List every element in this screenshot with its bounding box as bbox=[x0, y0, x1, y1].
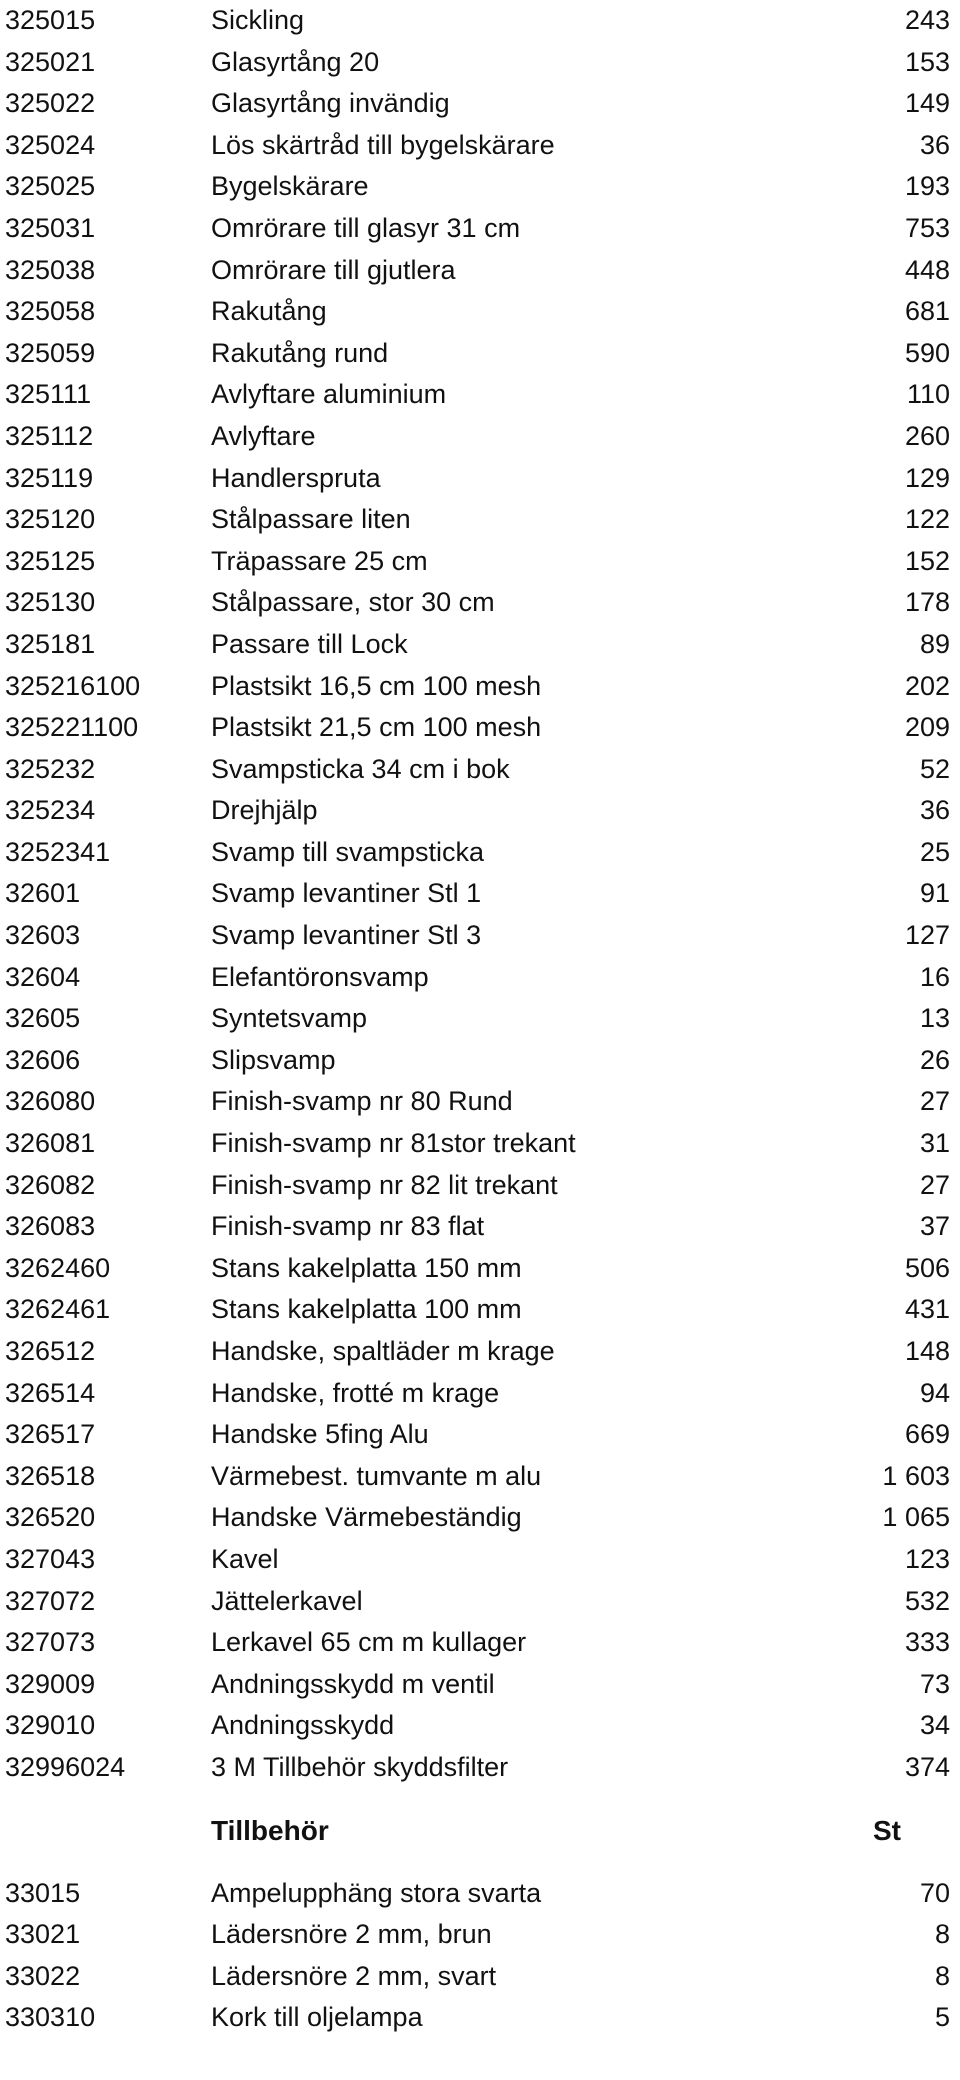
item-quantity: 52 bbox=[919, 753, 950, 784]
item-description: Sickling bbox=[211, 5, 305, 35]
item-description: Bygelskärare bbox=[211, 171, 369, 202]
item-quantity: 26 bbox=[919, 1044, 950, 1075]
table-row bbox=[0, 582, 960, 624]
item-quantity: 25 bbox=[919, 836, 950, 867]
item-quantity: 27 bbox=[919, 1086, 950, 1117]
table-row bbox=[0, 832, 960, 874]
item-quantity: 431 bbox=[904, 1294, 950, 1325]
item-description: Glasyrtång 20 bbox=[211, 46, 380, 77]
item-code: 325119 bbox=[5, 462, 94, 493]
item-code: 327073 bbox=[5, 1627, 96, 1658]
item-code: 32996024 bbox=[5, 1751, 126, 1782]
item-description: Handske 5fing Alu bbox=[211, 1419, 429, 1450]
table-row bbox=[0, 1289, 960, 1331]
item-code: 326080 bbox=[5, 1086, 96, 1117]
item-quantity: 94 bbox=[919, 1377, 950, 1408]
table-row bbox=[0, 1747, 960, 1789]
item-quantity: 1 603 bbox=[882, 1460, 950, 1491]
item-quantity: 13 bbox=[919, 1003, 950, 1034]
item-code: 325234 bbox=[5, 795, 96, 826]
item-quantity: 374 bbox=[904, 1751, 950, 1782]
table-row bbox=[0, 1165, 960, 1207]
table-row bbox=[0, 1873, 960, 1915]
item-description: Svamp levantiner Stl 3 bbox=[211, 920, 482, 951]
item-code: 326520 bbox=[5, 1502, 96, 1533]
item-code: 325059 bbox=[5, 337, 96, 368]
item-quantity: 37 bbox=[919, 1211, 950, 1242]
item-quantity: 36 bbox=[919, 795, 950, 826]
table-row bbox=[0, 707, 960, 749]
table-row bbox=[0, 749, 960, 791]
item-code: 327072 bbox=[5, 1585, 96, 1616]
item-code: 33022 bbox=[5, 1960, 81, 1991]
item-description: Finish-svamp nr 83 flat bbox=[211, 1211, 485, 1242]
item-quantity: 209 bbox=[904, 712, 950, 743]
table-row bbox=[0, 1956, 960, 1998]
item-description: Andningsskydd bbox=[211, 1710, 395, 1741]
table-row bbox=[0, 1664, 960, 1706]
item-description: Passare till Lock bbox=[211, 628, 408, 659]
item-code: 326517 bbox=[5, 1419, 96, 1450]
table-row bbox=[0, 1248, 960, 1290]
item-quantity: 70 bbox=[919, 1877, 950, 1908]
item-quantity: 5 bbox=[934, 2002, 950, 2033]
item-code: 329009 bbox=[5, 1668, 96, 1699]
item-description: Svampsticka 34 cm i bok bbox=[211, 753, 510, 784]
table-row bbox=[0, 42, 960, 84]
item-quantity: 202 bbox=[904, 670, 950, 701]
item-code: 3252341 bbox=[5, 836, 111, 867]
item-quantity: 669 bbox=[904, 1419, 950, 1450]
item-code: 326081 bbox=[5, 1128, 96, 1159]
item-description: Slipsvamp bbox=[211, 1044, 336, 1075]
item-description: Ampelupphäng stora svarta bbox=[211, 1877, 542, 1908]
item-code: 326512 bbox=[5, 1336, 96, 1366]
item-quantity: 36 bbox=[919, 129, 950, 160]
item-description: Handske Värmebeständig bbox=[211, 1502, 522, 1533]
item-code: 33015 bbox=[5, 1877, 81, 1908]
item-description: Stans kakelplatta 150 mm bbox=[211, 1252, 522, 1283]
item-description: Avlyftare bbox=[211, 420, 316, 451]
item-quantity: 506 bbox=[904, 1252, 950, 1283]
table-row bbox=[0, 1581, 960, 1623]
item-description: Stålpassare liten bbox=[211, 504, 411, 535]
table-row bbox=[0, 1040, 960, 1082]
item-description: Stålpassare, stor 30 cm bbox=[211, 587, 495, 618]
item-code: 3262460 bbox=[5, 1252, 111, 1283]
item-description: Omrörare till gjutlera bbox=[211, 254, 456, 285]
table-row bbox=[0, 458, 960, 500]
item-code: 330310 bbox=[5, 2002, 96, 2033]
item-code: 327043 bbox=[5, 1543, 96, 1574]
item-description: Lädersnöre 2 mm, svart bbox=[211, 1960, 497, 1991]
item-description: Drejhjälp bbox=[211, 795, 318, 826]
item-quantity: 590 bbox=[904, 337, 950, 368]
table-row bbox=[0, 416, 960, 458]
item-code: 325015 bbox=[5, 5, 96, 35]
table-row bbox=[0, 1456, 960, 1498]
table-row bbox=[0, 1622, 960, 1664]
item-description: Omrörare till glasyr 31 cm bbox=[211, 212, 521, 243]
item-code: 325232 bbox=[5, 753, 96, 784]
item-code: 325181 bbox=[5, 628, 96, 659]
item-quantity: 149 bbox=[904, 88, 950, 119]
section-title: Tillbehör bbox=[211, 1814, 329, 1846]
item-quantity: 681 bbox=[904, 296, 950, 327]
item-code: 325038 bbox=[5, 254, 96, 285]
table-row bbox=[0, 873, 960, 915]
table-row bbox=[0, 499, 960, 541]
table-row bbox=[0, 125, 960, 167]
table-row bbox=[0, 1497, 960, 1539]
section-unit: St bbox=[873, 1814, 901, 1846]
item-description: Kork till oljelampa bbox=[211, 2002, 423, 2033]
item-code: 33021 bbox=[5, 1919, 81, 1950]
table-row bbox=[0, 374, 960, 416]
item-description: Svamp till svampsticka bbox=[211, 836, 485, 867]
item-quantity: 1 065 bbox=[882, 1502, 950, 1533]
item-description: Elefantöronsvamp bbox=[211, 961, 429, 992]
table-row bbox=[0, 790, 960, 832]
item-quantity: 91 bbox=[919, 878, 950, 909]
item-description: Finish-svamp nr 81stor trekant bbox=[211, 1128, 576, 1159]
item-description: Handske, frotté m krage bbox=[211, 1377, 500, 1408]
item-code: 325111 bbox=[5, 379, 92, 410]
item-description: Avlyftare aluminium bbox=[211, 379, 447, 410]
item-quantity: 8 bbox=[934, 1960, 950, 1991]
item-code: 326082 bbox=[5, 1169, 96, 1200]
item-code: 325120 bbox=[5, 504, 96, 535]
item-code: 32601 bbox=[5, 878, 81, 909]
item-description: Kavel bbox=[211, 1543, 279, 1574]
item-code: 325024 bbox=[5, 129, 96, 160]
item-description: 3 M Tillbehör skyddsfilter bbox=[211, 1751, 509, 1782]
table-row bbox=[0, 1539, 960, 1581]
item-quantity: 243 bbox=[904, 5, 950, 35]
item-code: 329010 bbox=[5, 1710, 96, 1741]
item-description: Lös skärtråd till bygelskärare bbox=[211, 129, 555, 160]
item-quantity: 333 bbox=[904, 1627, 950, 1658]
item-code: 325021 bbox=[5, 46, 96, 77]
table-row bbox=[0, 250, 960, 292]
item-description: Rakutång bbox=[211, 296, 327, 327]
item-description: Lerkavel 65 cm m kullager bbox=[211, 1627, 527, 1658]
item-description: Värmebest. tumvante m alu bbox=[211, 1460, 542, 1491]
item-quantity: 193 bbox=[904, 171, 950, 202]
item-code: 325031 bbox=[5, 212, 96, 243]
item-quantity: 178 bbox=[904, 587, 950, 618]
item-quantity: 8 bbox=[934, 1919, 950, 1950]
item-quantity: 129 bbox=[904, 462, 950, 493]
table-row bbox=[0, 915, 960, 957]
table-row bbox=[0, 1123, 960, 1165]
table-row bbox=[0, 166, 960, 208]
item-quantity: 753 bbox=[904, 212, 950, 243]
item-code: 3262461 bbox=[5, 1294, 111, 1325]
item-quantity: 123 bbox=[904, 1543, 950, 1574]
item-quantity: 110 bbox=[906, 379, 950, 410]
item-quantity: 122 bbox=[904, 504, 950, 535]
table-row bbox=[0, 1206, 960, 1248]
item-description: Handske, spaltläder m krage bbox=[211, 1336, 555, 1366]
item-code: 32605 bbox=[5, 1003, 81, 1034]
item-quantity: 34 bbox=[919, 1710, 950, 1741]
table-row bbox=[0, 208, 960, 250]
item-description: Handlerspruta bbox=[211, 462, 381, 493]
table-row bbox=[0, 541, 960, 583]
item-code: 325221100 bbox=[5, 712, 139, 743]
item-code: 325216100 bbox=[5, 670, 141, 701]
item-quantity: 127 bbox=[904, 920, 950, 951]
item-quantity: 152 bbox=[904, 545, 950, 576]
item-description: Plastsikt 16,5 cm 100 mesh bbox=[211, 670, 542, 701]
item-code: 326518 bbox=[5, 1460, 96, 1491]
item-code: 32603 bbox=[5, 920, 81, 951]
item-code: 326083 bbox=[5, 1211, 96, 1242]
item-quantity: 89 bbox=[919, 628, 950, 659]
item-quantity: 153 bbox=[904, 46, 950, 77]
item-quantity: 148 bbox=[904, 1336, 950, 1366]
item-description: Stans kakelplatta 100 mm bbox=[211, 1294, 522, 1325]
section-header bbox=[0, 1789, 960, 1873]
item-quantity: 532 bbox=[904, 1585, 950, 1616]
item-code: 326514 bbox=[5, 1377, 96, 1408]
table-row bbox=[0, 1414, 960, 1456]
item-code: 325112 bbox=[5, 420, 94, 451]
item-description: Finish-svamp nr 80 Rund bbox=[211, 1086, 513, 1117]
item-quantity: 31 bbox=[919, 1128, 950, 1159]
item-quantity: 16 bbox=[919, 961, 950, 992]
item-description: Lädersnöre 2 mm, brun bbox=[211, 1919, 492, 1950]
table-row bbox=[0, 1081, 960, 1123]
table-row bbox=[0, 1705, 960, 1747]
table-row bbox=[0, 1331, 960, 1373]
item-quantity: 27 bbox=[919, 1169, 950, 1200]
item-description: Träpassare 25 cm bbox=[211, 545, 428, 576]
item-code: 325058 bbox=[5, 296, 96, 327]
table-row bbox=[0, 291, 960, 333]
item-code: 325025 bbox=[5, 171, 96, 202]
table-row bbox=[0, 1373, 960, 1415]
table-row bbox=[0, 957, 960, 999]
item-description: Glasyrtång invändig bbox=[211, 88, 450, 119]
table-row bbox=[0, 333, 960, 375]
item-code: 325022 bbox=[5, 88, 96, 119]
item-description: Jättelerkavel bbox=[211, 1585, 363, 1616]
table-row bbox=[0, 666, 960, 708]
item-quantity: 260 bbox=[904, 420, 950, 451]
table-row bbox=[0, 998, 960, 1040]
item-code: 325130 bbox=[5, 587, 96, 618]
item-code: 32606 bbox=[5, 1044, 81, 1075]
item-description: Andningsskydd m ventil bbox=[211, 1668, 495, 1699]
item-description: Rakutång rund bbox=[211, 337, 389, 368]
item-description: Plastsikt 21,5 cm 100 mesh bbox=[211, 712, 542, 743]
table-row bbox=[0, 1997, 960, 2039]
item-quantity: 448 bbox=[904, 254, 950, 285]
item-code: 32604 bbox=[5, 961, 81, 992]
item-code: 325125 bbox=[5, 545, 96, 576]
item-description: Syntetsvamp bbox=[211, 1003, 368, 1034]
item-description: Svamp levantiner Stl 1 bbox=[211, 878, 482, 909]
table-row bbox=[0, 0, 960, 42]
table-row bbox=[0, 624, 960, 666]
item-description: Finish-svamp nr 82 lit trekant bbox=[211, 1169, 558, 1200]
table-row bbox=[0, 83, 960, 125]
section-item-rows bbox=[0, 1873, 960, 2039]
item-quantity: 73 bbox=[919, 1668, 950, 1699]
table-row bbox=[0, 1914, 960, 1956]
